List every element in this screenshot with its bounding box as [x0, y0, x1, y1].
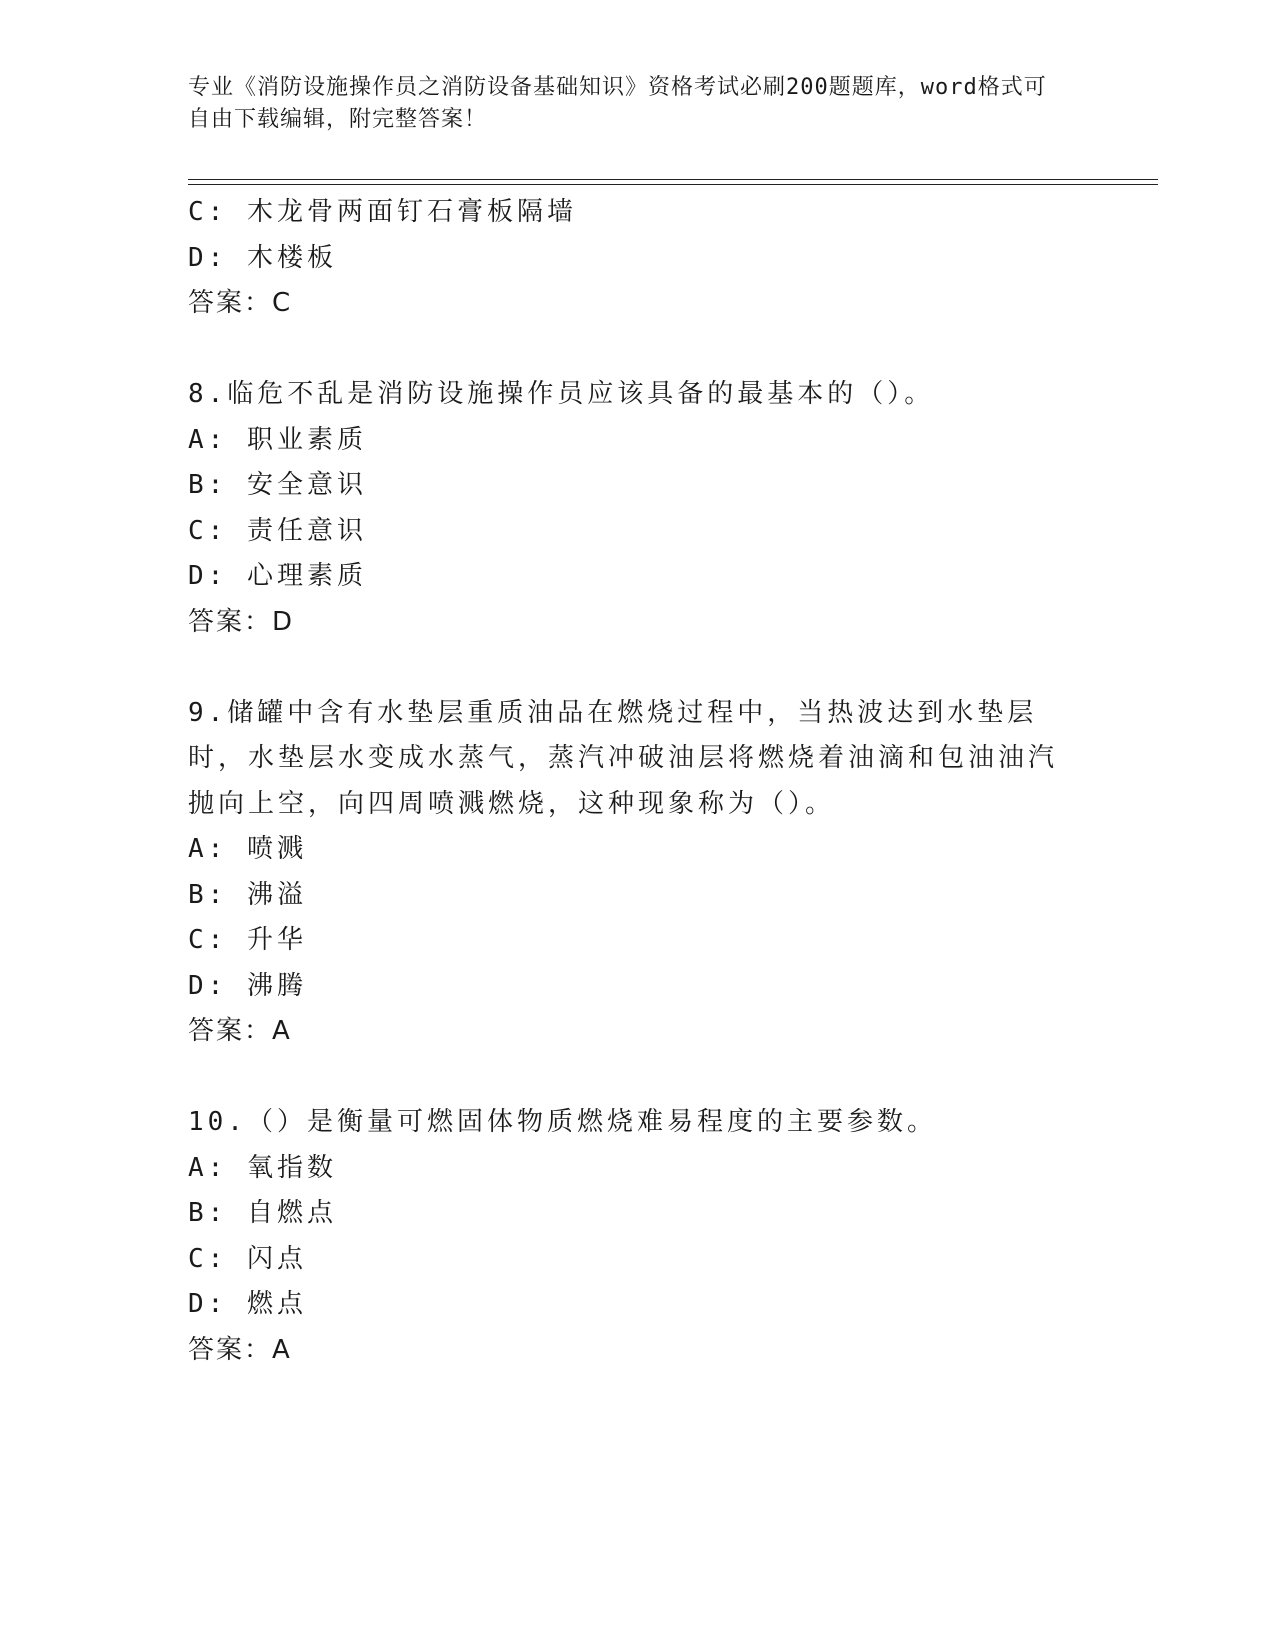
option-label: C:	[188, 925, 228, 955]
option-line	[188, 1191, 1088, 1237]
option-label: C:	[188, 1243, 228, 1274]
option-line	[188, 509, 1088, 555]
option-label: B:	[188, 1198, 228, 1228]
answer-line: 答案：A	[188, 1334, 292, 1365]
option-line	[188, 190, 1088, 236]
option-label: A:	[188, 424, 228, 455]
option-text: 沸溢	[246, 879, 307, 910]
option-line	[188, 554, 1088, 600]
option-label: B:	[188, 879, 228, 910]
spacer	[188, 1055, 1088, 1101]
option-line	[188, 1146, 1088, 1192]
option-label: C:	[188, 197, 228, 227]
option-text: 心理素质	[246, 561, 367, 591]
option-label: C:	[188, 515, 228, 546]
answer-line: 答案：A	[188, 1016, 292, 1046]
document-header: 专业《消防设施操作员之消防设备基础知识》资格考试必刷200题题库，word格式可自由下载编辑，附完整答案！	[188, 75, 1047, 132]
answer-line: 答案：C	[188, 288, 293, 318]
option-text: 安全意识	[246, 470, 367, 500]
option-text: 木龙骨两面钉石膏板隔墙	[246, 197, 577, 227]
option-line	[188, 964, 1088, 1010]
option-line	[188, 873, 1088, 919]
option-text: 升华	[246, 925, 307, 955]
question-text: 8.临危不乱是消防设施操作员应该具备的最基本的（）。	[188, 379, 935, 409]
option-text: 喷溅	[246, 834, 307, 864]
option-line	[188, 1282, 1088, 1328]
spacer	[188, 645, 1088, 691]
option-line	[188, 418, 1088, 464]
option-line	[188, 236, 1088, 282]
option-text: 氧指数	[246, 1152, 337, 1183]
question-text: 10.（）是衡量可燃固体物质燃烧难易程度的主要参数。	[188, 1107, 937, 1137]
header-divider-bottom	[188, 184, 1158, 185]
option-label: B:	[188, 470, 228, 500]
option-line	[188, 918, 1088, 964]
option-text: 闪点	[246, 1243, 307, 1274]
option-text: 木楼板	[246, 242, 337, 273]
spacer	[188, 327, 1088, 373]
option-label: D:	[188, 1289, 228, 1319]
option-label: D:	[188, 561, 228, 591]
option-label: A:	[188, 1152, 228, 1183]
question-text: 9.储罐中含有水垫层重质油品在燃烧过程中，当热波达到水垫层时，水垫层水变成水蒸气，蒸汽冲破油层将燃烧着油滴和包油油汽抛向上空，向四周喷溅燃烧，这种现象称为（）。	[188, 697, 1059, 819]
option-label: A:	[188, 834, 228, 864]
header-divider-top	[188, 179, 1158, 180]
option-line	[188, 463, 1088, 509]
option-text: 沸腾	[246, 970, 307, 1001]
option-label: D:	[188, 970, 228, 1001]
option-label: D:	[188, 242, 228, 273]
option-text: 自燃点	[246, 1198, 337, 1228]
option-line	[188, 827, 1088, 873]
option-text: 燃点	[246, 1289, 307, 1319]
option-text: 责任意识	[246, 515, 367, 546]
option-line	[188, 1237, 1088, 1283]
answer-line: 答案：D	[188, 606, 295, 637]
question-list	[188, 190, 1088, 1373]
option-text: 职业素质	[246, 424, 367, 455]
